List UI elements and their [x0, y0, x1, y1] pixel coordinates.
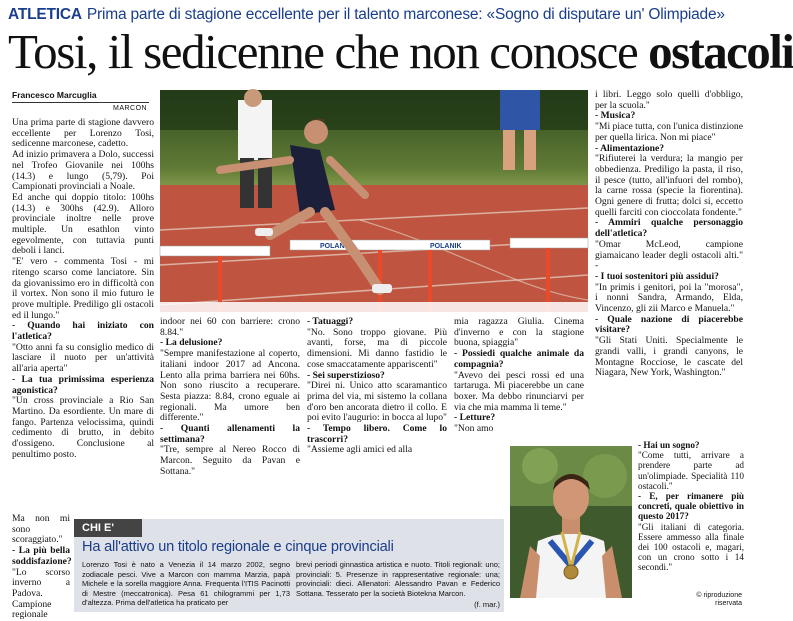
col5n-q2: - E, per rimanere più concreti, quale obiettivo in questo 2017?	[638, 491, 744, 522]
main-photo-hurdler	[160, 90, 588, 312]
article-column-2	[160, 317, 300, 517]
col1-p6: "Un cross provinciale a Rio San Martino. Da esordiente. Un mare di fango. Partenza velocissima, quindi cedimento di brutto, in debito d'ossigeno. Conclusione al penultimo posto.	[12, 395, 154, 460]
portrait-photo-athlete	[510, 446, 632, 598]
dateline-location: MARCON	[113, 105, 148, 112]
col3-q1: - Tatuaggi?	[307, 317, 447, 328]
col1-q2: - La tua primissima esperienza agonistica?	[12, 375, 154, 396]
article-column-3	[307, 317, 447, 517]
col3-p1: "No. Sono troppo giovane. Più avanti, forse, ma di piccole dimensioni. Mi danno fastidio le cose smaccatamente appariscenti"	[307, 326, 447, 370]
article-column-1	[12, 117, 155, 460]
col1-p5: "Otto anni fa su consiglio medico di lasciare il nuoto per un'attività all'aria aperta"	[12, 341, 154, 375]
kicker-text: Prima parte di stagione eccellente per il talento marconese: «Sogno di disputare un' Olimpiade»	[86, 6, 725, 23]
col4-p3: "Non amo	[454, 423, 494, 435]
col5-p3: "Rifiuterei la verdura; la mangio per obbedienza. Prediligo la pasta, il riso, il pesce (tutto, all'infuori del rombo), la carne rossa (specie la fiorentina). Ogni genere di frutta; dolci si, eccetto quelli farciti con cioccolata fondente."	[595, 153, 743, 218]
col1n-p2: "Lo scorso inverno a Padova. Campione regionale	[12, 566, 70, 621]
byline: Francesco Marcuglia	[12, 90, 97, 100]
col2-q1: - La delusione?	[160, 338, 300, 349]
copyright-line2: riservata	[715, 600, 742, 607]
hurdle-brand: POLANIK	[320, 243, 352, 250]
col5-p1: i libri. Leggo solo quelli d'obbligo, per la scuola."	[595, 89, 743, 111]
info-box-text-left: Lorenzo Tosi è nato a Venezia il 14 marzo 2002, segno zodiacale pesci. Vive a Marcon con mamma Marzia, papà Michele e la sorella maggiore Anna. Frequenta l'ITIS Pacinotti di Mestre (meccatronica). Pesa 61 chilogrammi per 1,73 d'altezza. Prima dell'atletica ha praticato per	[82, 560, 290, 608]
info-box-text-right: brevi periodi ginnastica artistica e nuoto. Titoli regionali: uno; provinciali: 5. Presenze in rappresentative regionale: una; provinciali: dieci. Allenatori: Alessandro Pavan e Federico Sottana. Tesserato per la società Biotekna Marcon.	[296, 560, 500, 598]
headline-regular: Tosi, il sedicenne che non conosce	[8, 24, 649, 79]
byline-rule	[12, 102, 149, 103]
col5-p4: "Omar McLeod, campione giamaicano leader degli ostacoli alti." -	[595, 238, 743, 272]
col2-p3: "Tre, sempre al Nereo Rocco di Marcon. Seguito da Pavan e Sottana."	[160, 444, 300, 477]
col5-q1: - Musica?	[595, 111, 743, 122]
col4-q2: - Letture?	[454, 413, 584, 424]
col3-q2: - Sei superstizioso?	[307, 371, 447, 382]
col4-p1: mia ragazza Giulia. Cinema d'inverno e con la stagione buona, spiaggia"	[454, 316, 584, 349]
copyright-line1: © riproduzione	[696, 592, 742, 599]
col1-p1: Una prima parte di stagione davvero eccellente per Lorenzo Tosi, sedicenne marconese, cadetto.	[12, 117, 154, 150]
col2-p2: "Sempre manifestazione al coperto, italiani indoor 2017 ad Ancona. Lento alla prima barriera nei 60hs. Non sono riuscito a recuperare. Sesta piazza: 8.84, crono eguale ai regionali. Ma umore ben differente."	[160, 348, 300, 424]
headline	[8, 24, 793, 80]
col4-p2: "Avevo dei pesci rossi ed una tartaruga. Mi piacerebbe un cane boxer. Ma debbo rinunciarvi per via che mia mamma li teme."	[454, 369, 584, 413]
col5n-p2: "Gli italiani di categoria. Essere ammesso alla finale dei 100 ostacoli e, magari, con un crono sotto i 14 secondi."	[638, 521, 744, 573]
col5-p5: "In primis i genitori, poi la "morosa", i nonni Sandra, Armando, Elda, Vincenzo, gli zii Marco e Manuela."	[595, 281, 743, 315]
headline-bold: ostacoli	[648, 24, 793, 79]
col1-p2: Ad inizio primavera a Dolo, successi nel Trofeo Giovanile nei 100hs (14.3) e lungo (5,79). Poi Campionati provinciali a Noale.	[12, 149, 154, 193]
copyright-notice	[676, 592, 742, 608]
article-column-1-narrow	[12, 513, 72, 621]
col5-q3: - Ammiri qualche personaggio dell'atletica?	[595, 218, 743, 239]
col1n-q1: - La più bella soddisfazione?	[12, 546, 70, 567]
col1-p4: "E' vero - commenta Tosi - mi ritengo scarso come lanciatore. Sin da giovanissimo ero in difficoltà con il vortex. Non sono il mio futuro le prove multiple. Prediligo gli ostacoli ed il lungo."	[12, 256, 154, 321]
col3-q3: - Tempo libero. Come lo trascorri?	[307, 424, 447, 445]
col1n-p1: Ma non mi sono scoraggiato."	[12, 513, 70, 546]
col5-q2: - Alimentazione?	[595, 144, 743, 155]
col4-q1: - Possiedi qualche animale da compagnia?	[454, 349, 584, 370]
info-box-tab: CHI E'	[74, 519, 142, 537]
col5n-p1: "Come tutti, arrivare a prendere parte ad un'olimpiade. Specialità 110 ostacoli."	[638, 450, 744, 491]
col2-q2: - Quanti allenamenti la settimana?	[160, 424, 300, 445]
hurdle-brand-2: POLANIK	[430, 243, 462, 250]
col1-q1: - Quando hai iniziato con l'atletica?	[12, 321, 154, 342]
section-label: ATLETICA	[8, 6, 82, 23]
col5-p6: "Gli Stati Uniti. Specialmente le grandi valli, i grandi canyons, le Montagne Rocciose, le cascate del Niagara, New York, Washington."	[595, 335, 743, 379]
col3-p2: "Direi ni. Unico atto scaramantico prima del via, mi sistemo la collana d'oro ben ancorata dietro il collo. E poi evito l'augurio: in bocca al lupo"	[307, 380, 447, 424]
col5n-q1: - Hai un sogno?	[638, 440, 744, 450]
info-box-title: Ha all'attivo un titolo regionale e cinque provinciali	[82, 539, 394, 555]
info-box-signature: (f. mar.)	[474, 600, 500, 609]
col2-p1: indoor nei 60 con barriere: crono 8.84."	[160, 316, 300, 338]
col3-p3: "Assieme agli amici ed alla	[307, 444, 413, 456]
article-column-5-narrow	[638, 440, 744, 590]
article-column-5	[595, 90, 743, 440]
kicker	[8, 4, 744, 26]
col1-p3: Ed anche qui doppio titolo: 100hs (14.3) e 300hs (42.9). Alloro provinciale inoltre nelle prove multiple. Un esathlon vinto egevolmente, con tuttavia punti deboli i lanci.	[12, 191, 154, 257]
col5-q4: - I tuoi sostenitori più assidui?	[595, 272, 743, 283]
col5-p2: "Mi piace tutta, con l'unica distinzione per quella lirica. Non mi piace"	[595, 121, 743, 143]
col5-q5: - Quale nazione di piacerebbe visitare?	[595, 315, 743, 336]
